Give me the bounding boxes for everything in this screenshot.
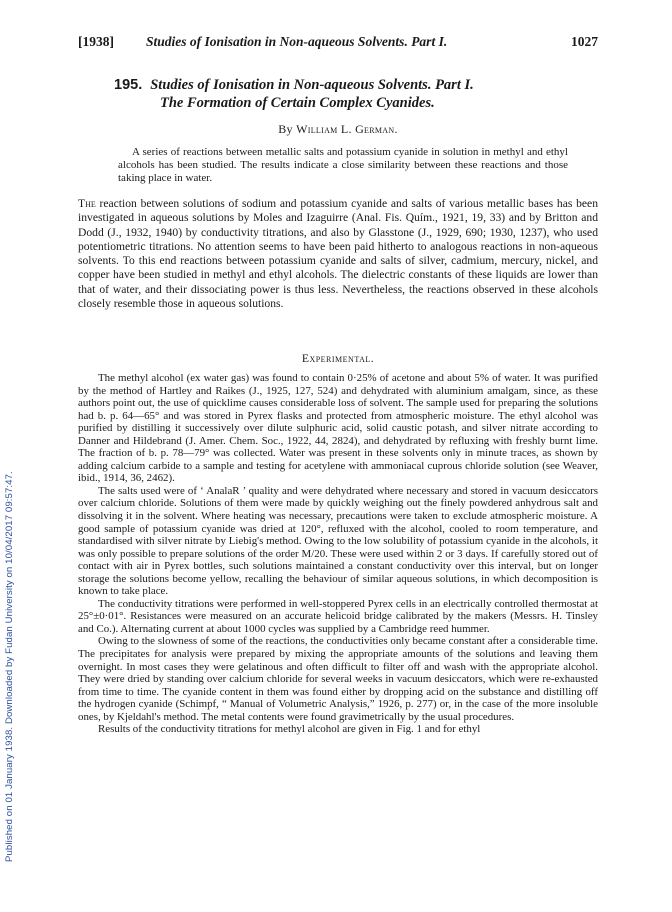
publication-notice: Published on 01 January 1938. Downloaded by Fudan University on 10/04/2017 09:57:47. <box>4 471 15 862</box>
article-number: 195. <box>114 77 143 93</box>
experimental-paragraph: Results of the conductivity titrations for methyl alcohol are given in Fig. 1 and for ethyl <box>98 723 481 736</box>
abstract-text: A series of reactions between metallic salts and potassium cyanide in solution in methyl and ethyl alcohols has been studied. The results indicate a close similarity between these reactions and those taking place in water. <box>118 146 568 184</box>
byline <box>78 122 598 137</box>
experimental-paragraph: The conductivity titrations were performed in well-stoppered Pyrex cells in an electrically controlled thermostat at 25°±0·01°. Resistances were measured on an accurate helicoid bridge calibrated by the makers (Messrs. H. Tinsley and Co.). Alternating current at about 1000 cycles was supplied by a Cambridge reed hummer. <box>78 597 598 635</box>
author-name: William L. German. <box>296 122 398 136</box>
running-head-year: [1938] <box>78 34 114 49</box>
section-heading-experimental: Experimental. <box>301 352 375 365</box>
article-title-line-1: Studies of Ionisation in Non-aqueous Solvents. Part I. <box>150 77 474 93</box>
intro-text: reaction between solutions of sodium and potassium cyanide and salts of various metallic bases has been investigated in aqueous solutions by Moles and Izaguirre (Anal. Fis. Quím., 1921, 19, 33) and by Britton and Dodd (J., 1932, 1940) by conductivity titrations, and also by Glasstone (J., 1929, 690; 1930, 1237), who used potentiometric titrations. No attention seems to have been paid hitherto to analogous reactions in non-aqueous solvents. To this end reactions between potassium cyanide and salts of silver, cadmium, mercury, nickel, and copper have been studied in methyl and ethyl alcohols. The dielectric constants of these liquids are lower than that of water, and their dissociating power is thus less. Nevertheless, the reactions observed in these alcohols closely resemble those in aqueous solutions. <box>78 197 598 311</box>
introduction <box>78 197 598 311</box>
experimental-paragraph: The salts used were of ‘ AnalaR ’ quality and were dehydrated where necessary and stored in vacuum desiccators over calcium chloride. Solutions of them were made by quickly weighing out the finely powdered anhydrous salt and dissolving it in the solvent. Where heating was necessary, precautions were taken to exclude atmospheric moisture. A good sample of potassium cyanide was dried at 120°, refluxed with the alcohol, cooled to room temperature, and standardised with silver nitrate by Liebig's method. Owing to the low solubility of potassium cyanide in the alcohols, it was only possible to prepare solutions of the order M/20. These were used within 2 or 3 days. If carefully stored out of contact with air in Pyrex bottles, such solutions maintained a constant conductivity over this interval, but on longer storage the solutions become yellow, recalling the behaviour of similar aqueous solutions, in which decomposition is known to take place. <box>78 484 598 598</box>
page-number: 1027 <box>571 34 598 49</box>
article-title <box>114 76 594 112</box>
abstract <box>118 146 568 185</box>
experimental-section <box>78 372 598 736</box>
publication-sidebar <box>0 0 22 912</box>
byline-prefix: By <box>278 122 297 136</box>
intro-paragraph <box>78 197 598 311</box>
running-head-title: Studies of Ionisation in Non-aqueous Solvents. Part I. <box>146 34 448 49</box>
experimental-paragraph: Owing to the slowness of some of the reactions, the conductivities only became constant after a considerable time. The precipitates for analysis were prepared by mixing the appropriate amounts of the solutions and leaving them overnight. In most cases they were gelatinous and often difficult to filter off and wash with the appropriate alcohol. They were dried by standing over calcium chloride for several weeks in vacuum desiccators, which were re-exhausted from time to time. The cyanide content in them was found either by dropping acid on the substance and distilling off the hydrogen cyanide (Schimpf, “ Manual of Volumetric Analysis,” 1926, p. 277) or, in the case of the more insoluble ones, by Kjeldahl's method. The metal contents were found gravimetrically by the usual procedures. <box>78 635 598 723</box>
article-title-line-2: The Formation of Certain Complex Cyanides. <box>160 95 435 111</box>
experimental-paragraph: The methyl alcohol (ex water gas) was found to contain 0·25% of acetone and about 5% of water. It was purified by the method of Hartley and Raikes (J., 1925, 127, 524) and dehydrated with aluminium amalgam, since, as these authors point out, the use of quicklime causes considerable loss of solvent. The sample used for preparing the solutions had b. p. 64—65° and was stored in Pyrex flasks and protected from atmospheric moisture. The ethyl alcohol was purified by distilling it successively over dilute sulphuric acid, solid caustic potash, and silver nitrate according to Danner and Hildebrand (J. Amer. Chem. Soc., 1922, 44, 2824), and dehydrated by refluxing with freshly burnt lime. The fraction of b. p. 78—79° was collected. Water was present in these solvents only in minute traces, as shown by adding calcium carbide to a sample and testing for acetylene with ammoniacal cuprous chloride solution (see Weaver, ibid., 1914, 36, 2462). <box>78 372 598 485</box>
intro-lead-word: The <box>78 197 96 210</box>
